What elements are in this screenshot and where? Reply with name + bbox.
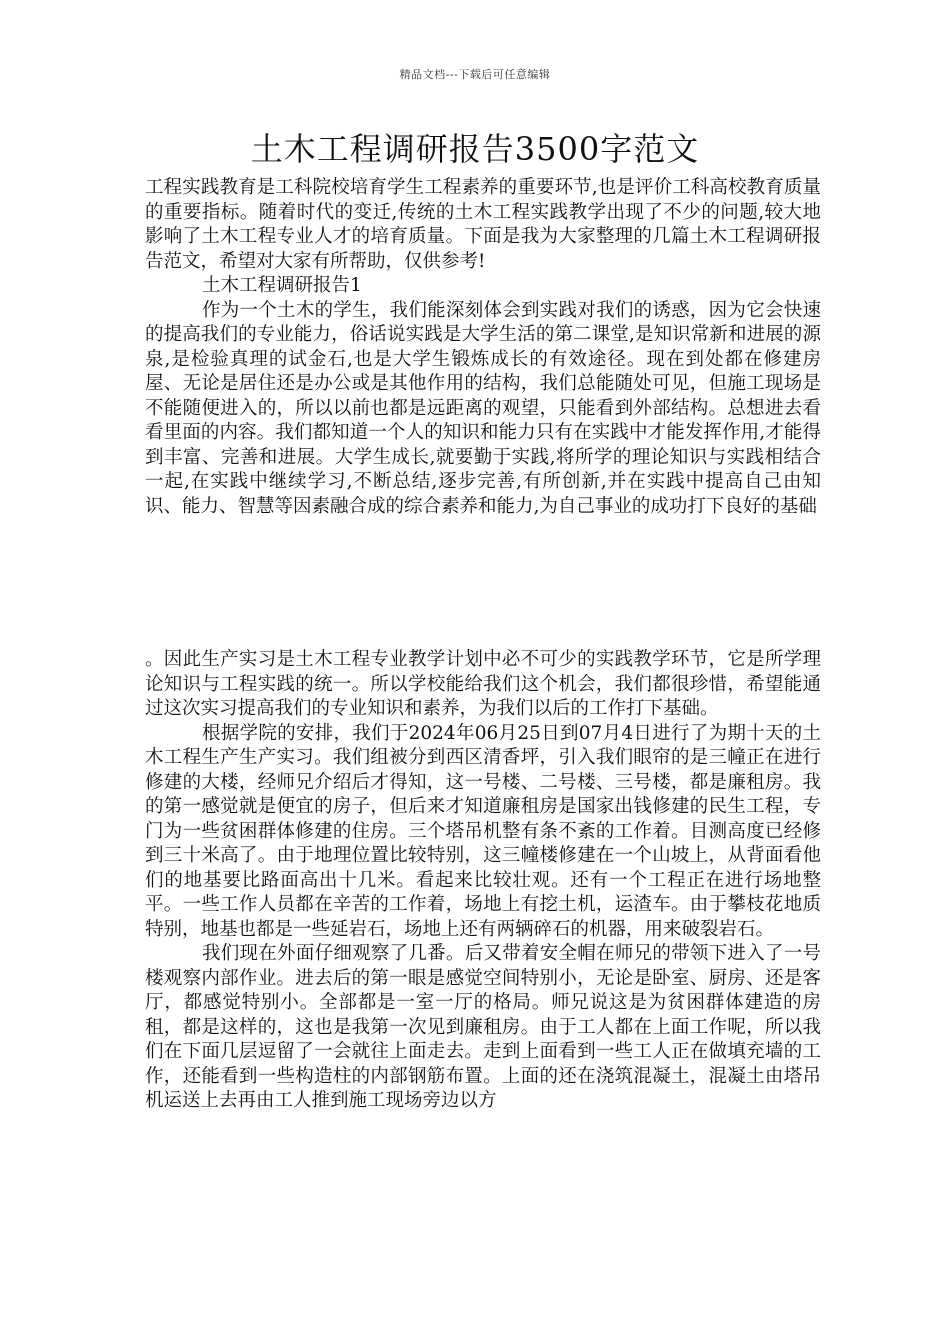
header-note: 精品文档---下载后可任意编辑 bbox=[399, 68, 551, 81]
paragraph-1: 作为一个土木的学生，我们能深刻体会到实践对我们的诱惑，因为它会快速的提高我们的专业能力，俗话说实践是大学生活的第二课堂,是知识常新和进展的源泉,是检验真理的试金石,也是大学生锻炼成长的有效途径。现在到处都在修建房屋、无论是居住还是办公或是其他作用的结构，我们总能随处可见，但施工现场是不能随便进入的，所以以前也都是远距离的观望，只能看到外部结构。总想进去看看里面的内容。我们都知道一个人的知识和能力只有在实践中才能发挥作用,才能得到丰富、完善和进展。大学生成长,就要勤于实践,将所学的理论知识与实践相结合一起,在实践中继续学习,不断总结,逐步完善,有所创新,并在实践中提高自己由知识、能力、智慧等因素融合成的综合素养和能力,为自己事业的成功打下良好的基础 bbox=[145, 299, 821, 517]
page-title: 土木工程调研报告3500字范文 bbox=[250, 130, 700, 168]
body-text-first-block bbox=[145, 176, 821, 519]
section-heading: 土木工程调研报告1 bbox=[202, 275, 362, 296]
paragraph-2: 。因此生产实习是土木工程专业教学计划中必不可少的实践教学环节，它是所学理论知识与工程实践的统一。所以学校能给我们这个机会，我们都很珍惜，希望能通过这次实习提高我们的专业知识和素养，为我们以后的工作打下基础。 bbox=[145, 649, 821, 719]
paragraph-4: 我们现在外面仔细观察了几番。后又带着安全帽在师兄的带领下进入了一号楼观察内部作业。进去后的第一眼是感觉空间特别小，无论是卧室、厨房、还是客厅，都感觉特别小。全部都是一室一厅的格局。师兄说这是为贫困群体建造的房租，都是这样的，这也是我第一次见到廉租房。由于工人都在上面工作呢，所以我们在下面几层逗留了一会就往上面走去。走到上面看到一些工人正在做填充墙的工作，还能看到一些构造柱的内部钢筋布置。上面的还在浇筑混凝土，混凝土由塔吊机运送上去再由工人推到施工现场旁边以方 bbox=[145, 943, 821, 1111]
body-text-second-block bbox=[145, 648, 821, 1114]
paragraph-3: 根据学院的安排，我们于2024年06月25日到07月4日进行了为期十天的土木工程生产生产实习。我们组被分到西区清香坪，引入我们眼帘的是三幢正在进行修建的大楼，经师兄介绍后才得知，这一号楼、二号楼、三号楼，都是廉租房。我的第一感觉就是便宜的房子，但后来才知道廉租房是国家出钱修建的民生工程，专门为一些贫困群体修建的住房。三个塔吊机整有条不紊的工作着。目测高度已经修到三十米高了。由于地理位置比较特别，这三幢楼修建在一个山坡上，从背面看他们的地基要比路面高出十几米。看起来比较壮观。还有一个工程正在进行场地整平。一些工作人员都在辛苦的工作着，场地上有挖土机，运渣车。由于攀枝花地质特别，地基也都是一些延岩石，场地上还有两辆碎石的机器，用来破裂岩石。 bbox=[145, 722, 821, 940]
intro-paragraph: 工程实践教育是工科院校培育学生工程素养的重要环节,也是评价工科高校教育质量的重要指标。随着时代的变迁,传统的土木工程实践教学出现了不少的问题,较大地影响了土木工程专业人才的培育质量。下面是我为大家整理的几篇土木工程调研报告范文，希望对大家有所帮助，仅供参考! bbox=[145, 177, 821, 272]
